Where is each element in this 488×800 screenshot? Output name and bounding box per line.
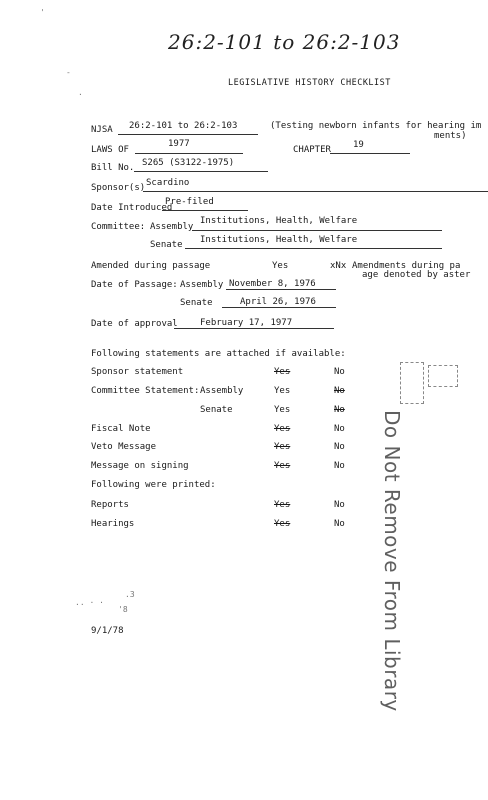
statement-yes: Yes: [274, 461, 291, 471]
printed-no: No: [334, 500, 345, 510]
committee-senate-underline: [185, 248, 442, 249]
statement-yes: Yes: [274, 367, 291, 377]
printed-yes: Yes: [274, 519, 291, 529]
date-introduced-underline: [162, 210, 248, 211]
njsa-description-cont: ments): [434, 131, 467, 141]
printed-intro: Following were printed:: [91, 480, 216, 490]
amended-yes: Yes: [272, 261, 289, 271]
sponsors-value: Scardino: [146, 178, 190, 188]
approval-underline: [174, 328, 334, 329]
committee-label: Committee:: [91, 222, 146, 232]
statement-sub-label: Assembly: [200, 386, 244, 396]
laws-of-value: 1977: [168, 139, 190, 149]
njsa-value: 26:2-101 to 26:2-103: [129, 121, 238, 131]
sponsors-label: Sponsor(s): [91, 183, 146, 193]
passage-senate-label: Senate: [180, 298, 213, 308]
statement-no: No: [334, 367, 345, 377]
printed-label: Hearings: [91, 519, 135, 529]
statement-no: No: [334, 442, 345, 452]
statement-label: Veto Message: [91, 442, 157, 452]
approval-label: Date of approval: [91, 319, 178, 329]
committee-senate-value: Institutions, Health, Welfare: [200, 235, 358, 245]
printed-yes: Yes: [274, 500, 291, 510]
statement-label: Fiscal Note: [91, 424, 151, 434]
statement-yes: Yes: [274, 386, 291, 396]
chapter-value: 19: [353, 140, 364, 150]
bill-no-label: Bill No.: [91, 163, 135, 173]
scan-speck: .: [78, 88, 83, 97]
stamp-box: [428, 365, 458, 387]
statement-no: No: [334, 461, 345, 471]
printed-no: No: [334, 519, 345, 529]
passage-assembly-label: Assembly: [180, 280, 224, 290]
passage-assembly-value: November 8, 1976: [229, 279, 316, 289]
sponsors-underline: [143, 191, 488, 192]
laws-of-underline: [135, 153, 243, 154]
printed-label: Reports: [91, 500, 129, 510]
statement-no: No: [334, 386, 345, 396]
passage-label: Date of Passage:: [91, 280, 178, 290]
attached-intro: Following statements are attached if available:: [91, 349, 346, 359]
chapter-underline: [330, 153, 410, 154]
scan-speck: '8: [118, 605, 128, 614]
laws-of-label: LAWS OF: [91, 145, 129, 155]
bill-no-value: S265 (S3122-1975): [142, 158, 235, 168]
chapter-label: CHAPTER: [293, 145, 331, 155]
scan-speck: .3: [125, 590, 135, 599]
committee-assembly-label: Assembly: [150, 222, 194, 232]
date-introduced-label: Date Introduced: [91, 203, 173, 213]
scan-speck: .. · ·: [75, 598, 104, 607]
date-introduced-value: Pre-filed: [165, 197, 214, 207]
passage-senate-underline: [222, 307, 336, 308]
handwritten-header: 26:2-101 to 26:2-103: [168, 30, 401, 54]
njsa-label: NJSA: [91, 125, 113, 135]
library-stamp: Do Not Remove From Library: [380, 410, 404, 712]
statement-yes: Yes: [274, 424, 291, 434]
statement-no: No: [334, 405, 345, 415]
committee-assembly-value: Institutions, Health, Welfare: [200, 216, 358, 226]
scan-speck: ': [40, 8, 45, 17]
scan-speck: -: [66, 68, 71, 77]
njsa-description: (Testing newborn infants for hearing im: [270, 121, 482, 131]
amendments-note: Amendments during pa: [352, 261, 461, 271]
amendments-note-cont: age denoted by aster: [362, 270, 471, 280]
committee-senate-label: Senate: [150, 240, 183, 250]
passage-assembly-underline: [226, 289, 336, 290]
statement-sub-label: Senate: [200, 405, 233, 415]
footer-date: 9/1/78: [91, 626, 124, 636]
njsa-underline: [118, 134, 258, 135]
statement-yes: Yes: [274, 442, 291, 452]
statement-label: Sponsor statement: [91, 367, 184, 377]
amended-no-struck: xNx: [330, 261, 347, 271]
passage-senate-value: April 26, 1976: [240, 297, 316, 307]
committee-assembly-underline: [192, 230, 442, 231]
approval-value: February 17, 1977: [200, 318, 293, 328]
statement-label: Message on signing: [91, 461, 189, 471]
checklist-title: LEGISLATIVE HISTORY CHECKLIST: [228, 78, 391, 88]
bill-no-underline: [134, 171, 268, 172]
statement-yes: Yes: [274, 405, 291, 415]
statement-label: Committee Statement:: [91, 386, 200, 396]
amended-label: Amended during passage: [91, 261, 211, 271]
statement-no: No: [334, 424, 345, 434]
stamp-box: [400, 362, 424, 404]
